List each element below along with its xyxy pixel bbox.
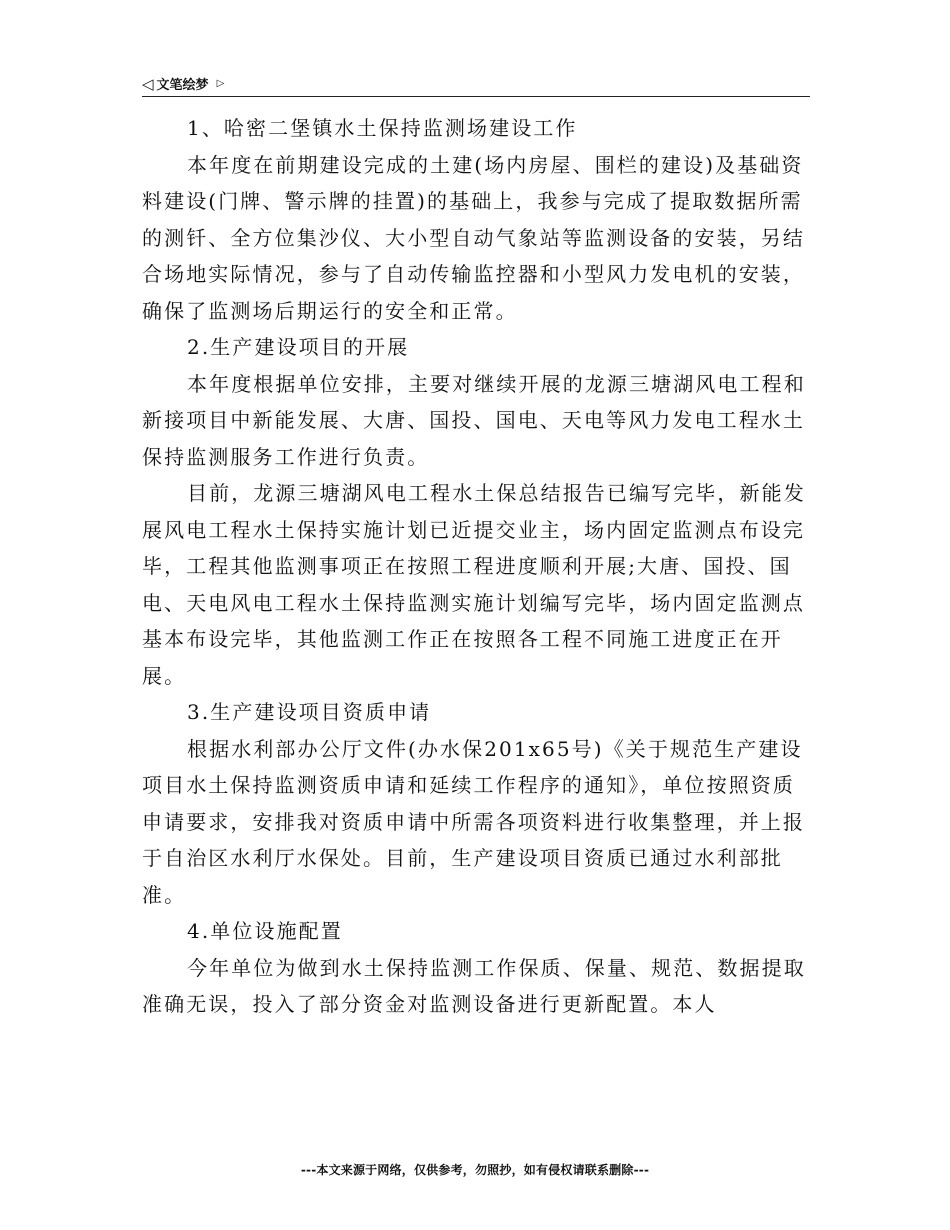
header-brand xyxy=(142,74,224,93)
paragraph-1: 本年度在前期建设完成的土建(场内房屋、围栏的建设)及基础资料建设(门牌、警示牌的挂置)的基础上，我参与完成了提取数据所需的测钎、全方位集沙仪、大小型自动气象站等监测设备的安装，另结合场地实际情况，参与了自动传输监控器和小型风力发电机的安装，确保了监测场后期运行的安全和正常。 xyxy=(142,152,805,323)
document-body xyxy=(142,110,810,1023)
paragraph-4: 根据水利部办公厅文件(办水保201x65号)《关于规范生产建设项目水土保持监测资质申请和延续工作程序的通知》，单位按照资质申请要求，安排我对资质申请中所需各项资料进行收集整理，并上报于自治区水利厅水保处。目前，生产建设项目资质已通过水利部批准。 xyxy=(142,736,805,907)
paragraph-5: 今年单位为做到水土保持监测工作保质、保量、规范、数据提取准确无误，投入了部分资金对监测设备进行更新配置。本人 xyxy=(142,955,806,1016)
brand-text: 文笔绘梦 xyxy=(156,78,209,93)
triangle-right-icon: ▷ xyxy=(216,78,225,89)
paragraph-3: 目前，龙源三塘湖风电工程水土保总结报告已编写完毕，新能发展风电工程水土保持实施计划已近提交业主，场内固定监测点布设完毕，工程其他监测事项正在按照工程进度顺利开展;大唐、国投、国电、天电风电工程水土保持监测实施计划编写完毕，场内固定监测点基本布设完毕，其他监测工作正在按照各工程不同施工进度正在开展。 xyxy=(142,481,806,688)
section-heading-3: 3.生产建设项目资质申请 xyxy=(187,700,432,724)
paragraph-2: 本年度根据单位安排，主要对继续开展的龙源三塘湖风电工程和新接项目中新能发展、大唐、国投、国电、天电等风力发电工程水土保持监测服务工作进行负责。 xyxy=(142,371,806,469)
page-header xyxy=(142,72,810,97)
section-heading-2: 2.生产建设项目的开展 xyxy=(187,335,410,359)
section-heading-1: 1、哈密二堡镇水土保持监测场建设工作 xyxy=(187,116,578,140)
triangle-left-icon: ◁ xyxy=(142,74,154,93)
section-heading-4: 4.单位设施配置 xyxy=(187,919,343,943)
footer-disclaimer: ---本文来源于网络，仅供参考，勿照抄，如有侵权请联系删除--- xyxy=(300,1163,650,1177)
